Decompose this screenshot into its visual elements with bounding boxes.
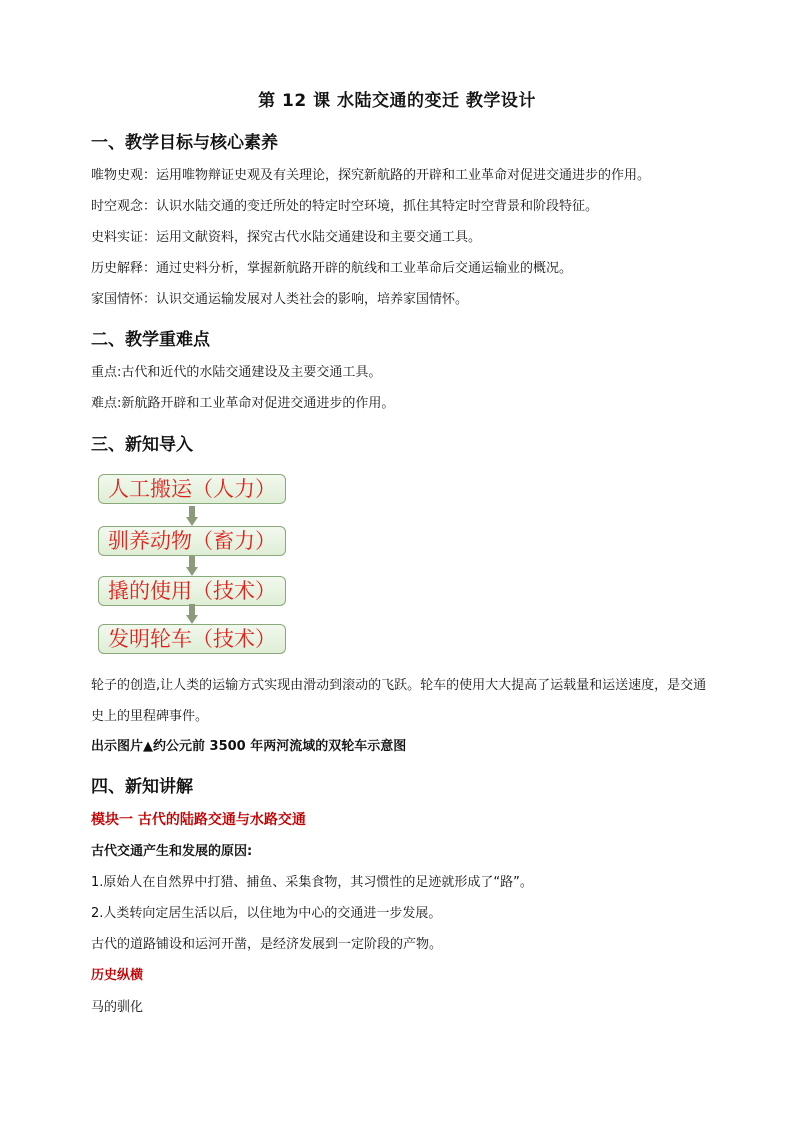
down-arrow-icon (186, 556, 198, 576)
down-arrow-icon (186, 604, 198, 624)
document-title: 第 12 课 水陆交通的变迁 教学设计 (258, 91, 536, 111)
section-3-heading: 三、新知导入 (91, 435, 193, 455)
objective-item: 家国情怀：认识交通运输发展对人类社会的影响，培养家国情怀。 (91, 292, 469, 307)
objective-item: 历史解释：通过史料分析，掌握新航路开辟的航线和工业革命后交通运输业的概况。 (91, 261, 573, 276)
difficult-point: 难点:新航路开辟和工业革命对促进交通进步的作用。 (91, 396, 395, 411)
objective-item: 史料实证：运用文献资料，探究古代水陆交通建设和主要交通工具。 (91, 230, 482, 245)
summary-line: 古代的道路铺设和运河开凿，是经济发展到一定阶段的产物。 (91, 937, 443, 952)
image-caption: 出示图片▲约公元前 3500 年两河流域的双轮车示意图 (91, 739, 407, 754)
intro-paragraph: 轮子的创造,让人类的运输方式实现由滑动到滚动的飞跃。轮车的使用大大提高了运载量和运送速度，是交通史上的里程碑事件。 (91, 678, 707, 724)
cause-item: 2.人类转向定居生活以后，以住地为中心的交通进一步发展。 (91, 906, 442, 921)
objective-item: 唯物史观：运用唯物辩证史观及有关理论，探究新航路的开辟和工业革命对促进交通进步的作用。 (91, 168, 651, 183)
section-1-heading: 一、教学目标与核心素养 (91, 133, 278, 153)
flow-step-1: 人工搬运（人力） (98, 474, 286, 504)
flow-step-3: 撬的使用（技术） (98, 576, 286, 606)
history-label: 历史纵横 (91, 968, 144, 983)
flow-step-4: 发明轮车（技术） (98, 624, 286, 654)
key-point: 重点:古代和近代的水陆交通建设及主要交通工具。 (91, 365, 382, 380)
cause-item: 1.原始人在自然界中打猎、捕鱼、采集食物，其习惯性的足迹就形成了“路”。 (91, 875, 533, 890)
objective-item: 时空观念：认识水陆交通的变迁所处的特定时空环境，抓住其特定时空背景和阶段特征。 (91, 199, 599, 214)
causes-subheading: 古代交通产生和发展的原因: (91, 844, 253, 859)
transport-evolution-flow (98, 474, 288, 656)
down-arrow-icon (186, 506, 198, 526)
section-4-heading: 四、新知讲解 (91, 777, 193, 797)
horse-domestication-line: 马的驯化 (91, 1000, 144, 1015)
section-2-heading: 二、教学重难点 (91, 330, 210, 350)
module-1-heading: 模块一 古代的陆路交通与水路交通 (91, 812, 306, 828)
flow-step-2: 驯养动物（畜力） (98, 526, 286, 556)
